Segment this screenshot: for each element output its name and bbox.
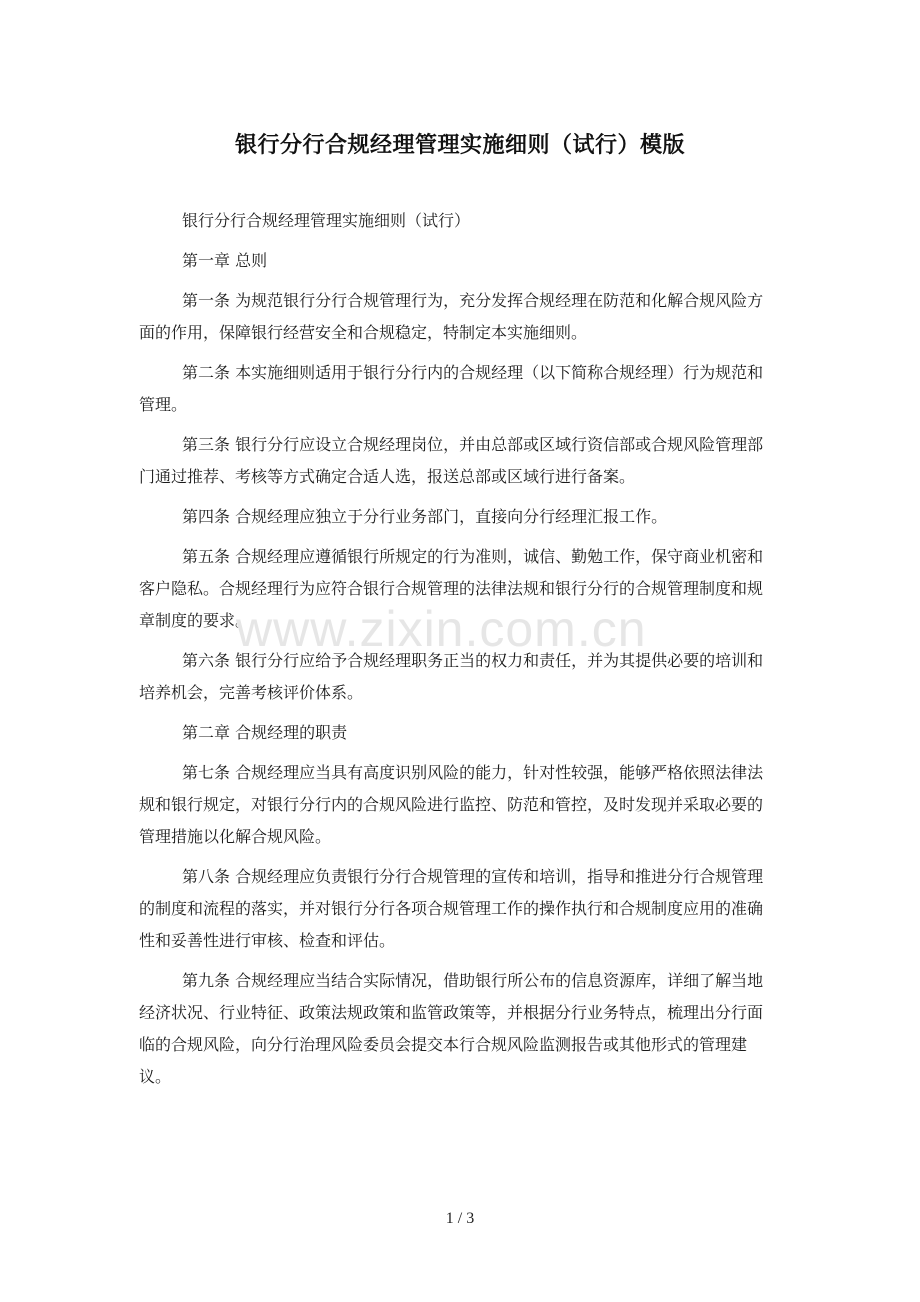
article-paragraph: 第四条 合规经理应独立于分行业务部门，直接向分行经理汇报工作。 [182,507,668,526]
article-paragraph: 第八条 合规经理应负责银行分行合规管理的宣传和培训，指导和推进分行合规管理的制度和流程的落实，并对银行分行各项合规管理工作的操作执行和合规制度应用的准确性和妥善性进行审核、检查和评估。 [139,867,764,950]
chapter-heading: 第一章 总则 [182,251,268,270]
subtitle-paragraph: 银行分行合规经理管理实施细则（试行） [182,211,471,230]
chapter-heading: 第二章 合规经理的职责 [182,723,348,742]
article-paragraph: 第九条 合规经理应当结合实际情况，借助银行所公布的信息资源库，详细了解当地经济状况、行业特征、政策法规政策和监管政策等，并根据分行业务特点，梳理出分行面临的合规风险，向分行治理风险委员会提交本行合规风险监测报告或其他形式的管理建议。 [139,971,764,1086]
article-paragraph: 第二条 本实施细则适用于银行分行内的合规经理（以下简称合规经理）行为规范和管理。 [139,363,764,414]
article-paragraph: 第一条 为规范银行分行合规管理行为，充分发挥合规经理在防范和化解合规风险方面的作用，保障银行经营安全和合规稳定，特制定本实施细则。 [139,291,764,342]
page-number: 1 / 3 [445,1210,475,1227]
article-paragraph: 第六条 银行分行应给予合规经理职务正当的权力和责任，并为其提供必要的培训和培养机会，完善考核评价体系。 [139,651,764,702]
article-paragraph: 第五条 合规经理应遵循银行所规定的行为准则，诚信、勤勉工作，保守商业机密和客户隐私。合规经理行为应符合银行合规管理的法律法规和银行分行的合规管理制度和规章制度的要求。 [139,547,764,630]
article-paragraph: 第三条 银行分行应设立合规经理岗位，并由总部或区域行资信部或合规风险管理部门通过推荐、考核等方式确定合适人选，报送总部或区域行进行备案。 [139,435,764,486]
watermark: www.zixin.com.cn [236,601,647,657]
article-paragraph: 第七条 合规经理应当具有高度识别风险的能力，针对性较强，能够严格依照法律法规和银行规定，对银行分行内的合规风险进行监控、防范和管控，及时发现并采取必要的管理措施以化解合规风险。 [139,763,764,846]
document-title: 银行分行合规经理管理实施细则（试行）模版 [234,133,685,158]
